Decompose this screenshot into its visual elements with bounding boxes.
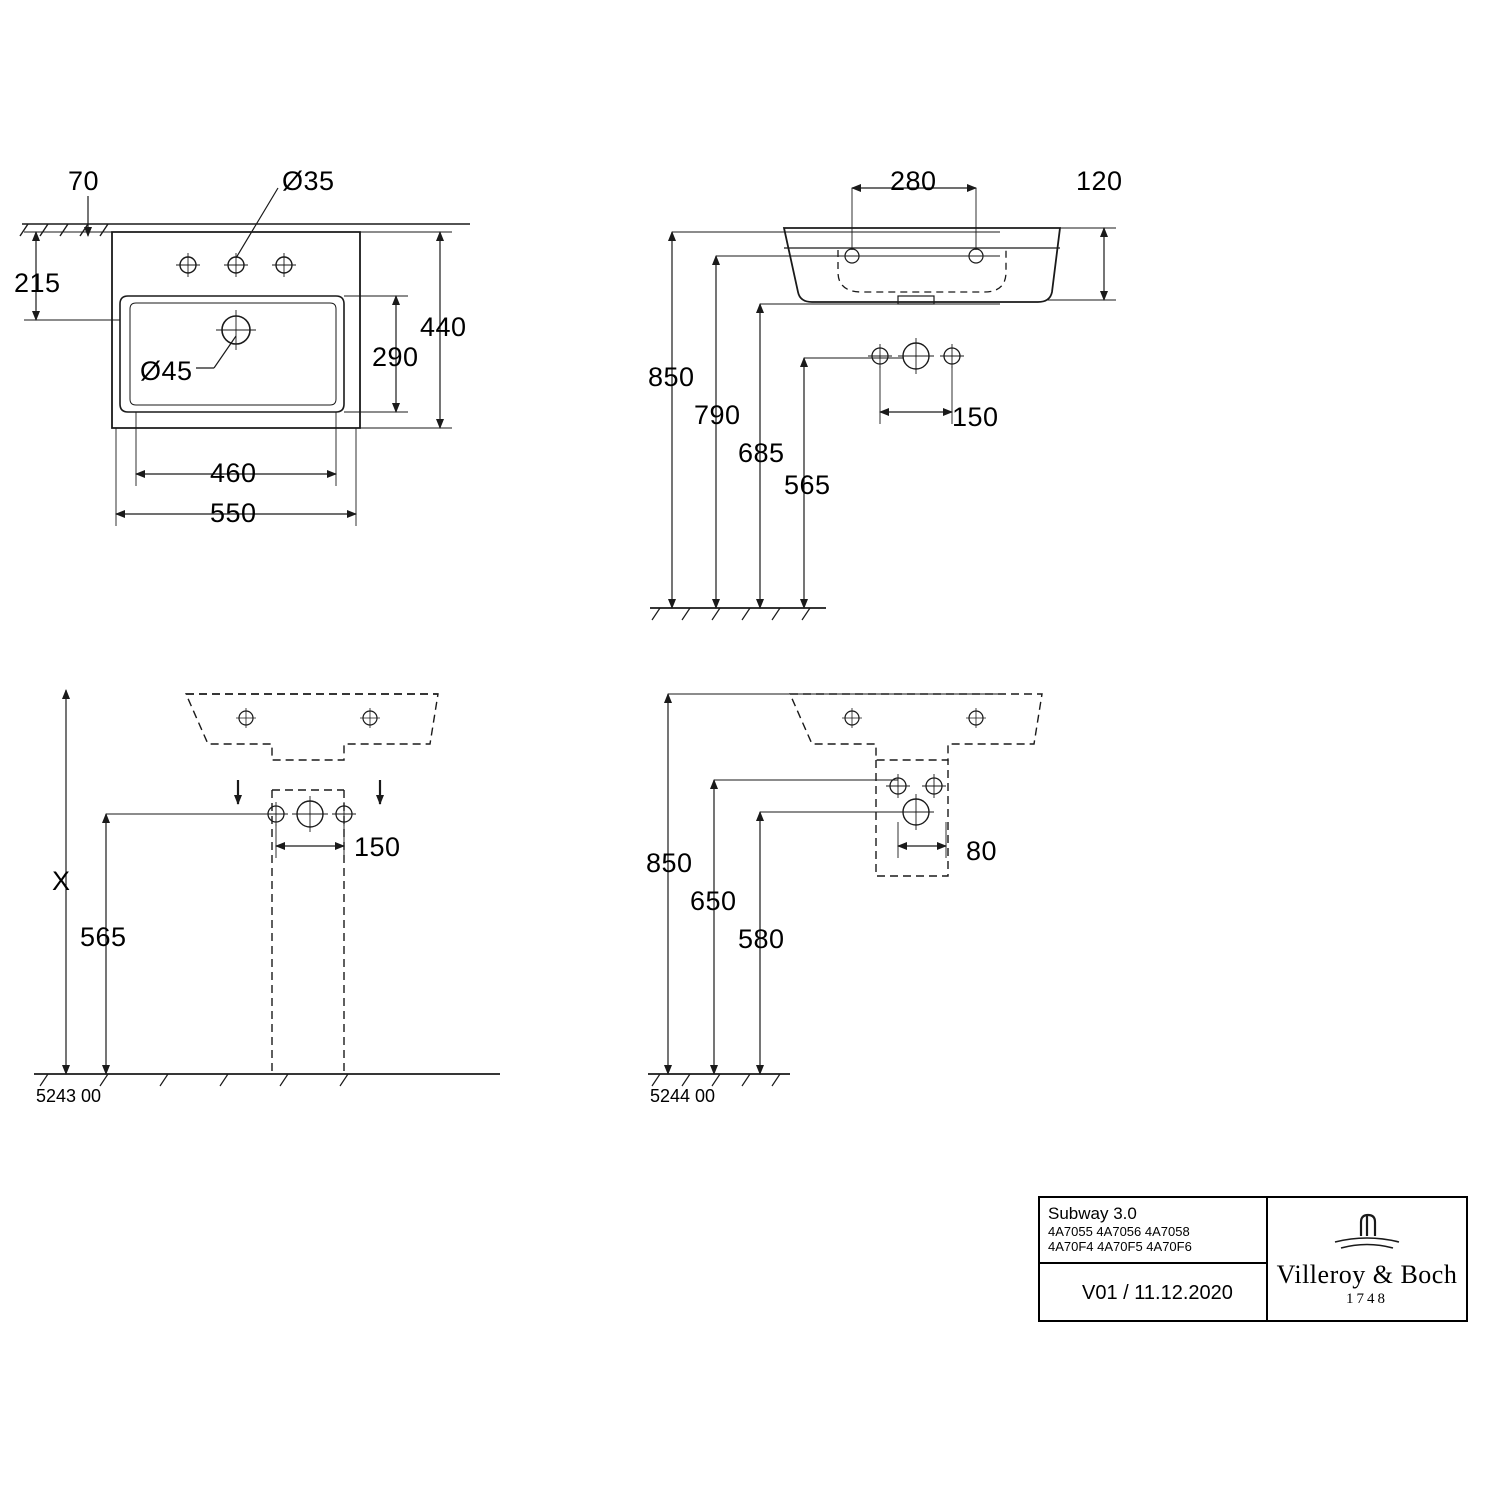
- dimension-label-215: 215: [14, 268, 61, 298]
- product-model-name: Subway 3.0: [1048, 1204, 1137, 1223]
- title-block-info: [1040, 1198, 1268, 1320]
- brand-logo: [1277, 1210, 1458, 1308]
- dimension-label-x: X: [52, 866, 71, 896]
- dimension-label-150-side: 150: [952, 402, 999, 432]
- drawing-version-date: V01 / 11.12.2020: [1082, 1282, 1233, 1304]
- dimension-label-685: 685: [738, 438, 785, 468]
- dimension-label-850-semi: 850: [646, 848, 693, 878]
- dimension-label-120: 120: [1076, 166, 1123, 196]
- dimension-label-850-side: 850: [648, 362, 695, 392]
- product-article-codes: [1048, 1224, 1192, 1254]
- dimension-label-280: 280: [890, 166, 937, 196]
- dimension-label-650: 650: [690, 886, 737, 916]
- title-block-divider: [1040, 1262, 1266, 1264]
- dimension-label-565-pedestal: 565: [80, 922, 127, 952]
- article-codes-line-1: 4A7055 4A7056 4A7058: [1048, 1224, 1190, 1239]
- brand-name: Villeroy & Boch: [1276, 1259, 1458, 1289]
- article-codes-line-2: 4A70F4 4A70F5 4A70F6: [1048, 1239, 1192, 1254]
- dimension-label-70: 70: [68, 166, 100, 196]
- villeroy-boch-mark-icon: [1277, 1210, 1458, 1259]
- dimension-label-dia35: Ø35: [282, 166, 335, 196]
- dimension-label-580: 580: [738, 924, 785, 954]
- dimension-label-150-pedestal: 150: [354, 832, 401, 862]
- pedestal-view-geometry: [34, 690, 500, 1086]
- part-number-semi-pedestal: 5244 00: [650, 1086, 716, 1106]
- dimension-label-80: 80: [966, 836, 998, 866]
- title-block: [1038, 1196, 1468, 1322]
- dimension-label-565-side: 565: [784, 470, 831, 500]
- dimension-label-460: 460: [210, 458, 257, 488]
- brand-founding-year: 1748: [1345, 1291, 1388, 1308]
- part-number-pedestal: 5243 00: [36, 1086, 102, 1106]
- brand-logo-cell: [1268, 1198, 1466, 1320]
- dimension-label-550: 550: [210, 498, 257, 528]
- dimension-label-290: 290: [372, 342, 419, 372]
- dimension-label-dia45: Ø45: [140, 356, 193, 386]
- dimension-label-790: 790: [694, 400, 741, 430]
- dimension-label-440: 440: [420, 312, 467, 342]
